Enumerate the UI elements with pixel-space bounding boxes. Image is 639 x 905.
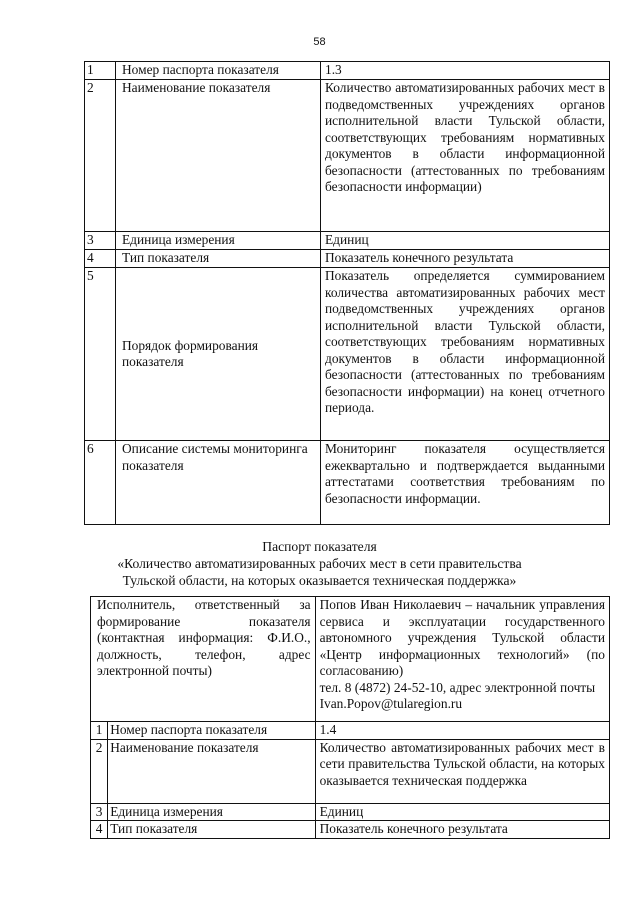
table-row	[85, 441, 610, 525]
row-label: Наименование показателя	[116, 80, 321, 232]
table-row	[85, 232, 610, 250]
row-number: 5	[85, 268, 116, 441]
row-value: Количество автоматизированных рабочих мест в подведомственных учреждениях органов исполнительной власти Тульской области, соответствующих требованиям нормативных документов в области информационной безопасности (аттестованных по требованиям безопасности информации)	[321, 80, 610, 232]
table-row	[91, 803, 610, 821]
row-value: Показатель определяется суммированием количества автоматизированных рабочих мест подведомственных учреждениях органов исполнительной власти Тульской области, соответствующих требованиям нормативных документов в области информационной безопасности (аттестованных по требованиям безопасности информации) на конец отчетного периода.	[321, 268, 610, 441]
row-number: 3	[91, 803, 108, 821]
row-number: 1	[91, 722, 108, 740]
executor-value-cell	[315, 597, 609, 722]
passport-subtitle-line-2: Тульской области, на которых оказывается техническая поддержка»	[122, 573, 517, 588]
executor-label: Исполнитель, ответственный за формирование показателя (контактная информация: Ф.И.О., должность, телефон, адрес электронной почты)	[91, 597, 316, 722]
indicator-passport-table-1-3	[84, 61, 610, 525]
row-number: 1	[85, 62, 116, 80]
row-label: Единица измерения	[108, 803, 315, 821]
row-number: 2	[91, 739, 108, 803]
row-label: Номер паспорта показателя	[116, 62, 321, 80]
row-label: Тип показателя	[108, 821, 315, 839]
row-value: Единиц	[321, 232, 610, 250]
executor-value: Попов Иван Николаевич – начальник управления сервиса и эксплуатации государственного автономного учреждения Тульской области «Центр информационных технологий» (по согласованию)	[319, 597, 605, 678]
row-number: 2	[85, 80, 116, 232]
row-value: 1.4	[315, 722, 609, 740]
passport-subtitle-line-1: «Количество автоматизированных рабочих мест в сети правительства	[117, 556, 522, 571]
row-value: 1.3	[321, 62, 610, 80]
row-number: 4	[85, 250, 116, 268]
indicator-passport-table-1-4	[90, 596, 610, 839]
table-row	[85, 80, 610, 232]
row-label: Единица измерения	[116, 232, 321, 250]
passport-heading: Паспорт показателя	[262, 539, 377, 554]
row-number: 3	[85, 232, 116, 250]
row-label: Описание системы мониторинга показателя	[116, 441, 321, 525]
table-row	[85, 250, 610, 268]
row-value: Показатель конечного результата	[321, 250, 610, 268]
table-row	[91, 821, 610, 839]
row-label: Наименование показателя	[108, 739, 315, 803]
passport-title	[0, 538, 639, 589]
row-value: Единиц	[315, 803, 609, 821]
table-row	[91, 739, 610, 803]
row-value: Мониторинг показателя осуществляется ежеквартально и подтверждается выданными аттестатами соответствия требованиям по безопасности информации.	[321, 441, 610, 525]
table-row	[85, 62, 610, 80]
row-number: 6	[85, 441, 116, 525]
row-label: Тип показателя	[116, 250, 321, 268]
row-number: 4	[91, 821, 108, 839]
row-value: Показатель конечного результата	[315, 821, 609, 839]
table-row	[91, 722, 610, 740]
page-number: 58	[313, 36, 326, 48]
executor-row	[91, 597, 610, 722]
row-value: Количество автоматизированных рабочих мест в сети правительства Тульской области, на которых оказывается техническая поддержка	[315, 739, 609, 803]
executor-contact: тел. 8 (4872) 24-52-10, адрес электронной почты Ivan.Popov@tularegion.ru	[319, 679, 596, 711]
row-label: Номер паспорта показателя	[108, 722, 315, 740]
row-label: Порядок формирования показателя	[116, 268, 321, 441]
table-row	[85, 268, 610, 441]
